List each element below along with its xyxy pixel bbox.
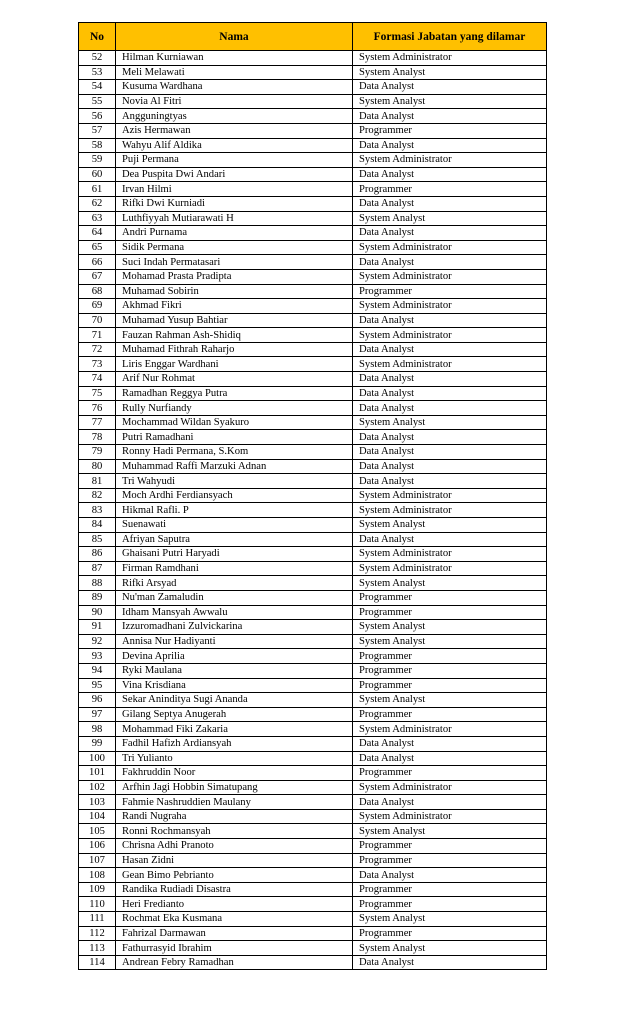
position-applied: System Analyst xyxy=(353,415,547,430)
row-number: 106 xyxy=(79,839,116,854)
position-applied: Programmer xyxy=(353,182,547,197)
table-row xyxy=(79,401,547,416)
table-row xyxy=(79,590,547,605)
position-applied: System Analyst xyxy=(353,65,547,80)
row-number: 74 xyxy=(79,372,116,387)
applicant-name: Irvan Hilmi xyxy=(116,182,353,197)
table-row xyxy=(79,576,547,591)
position-applied: System Administrator xyxy=(353,240,547,255)
table-row xyxy=(79,167,547,182)
applicant-name: Fakhruddin Noor xyxy=(116,766,353,781)
position-applied: Data Analyst xyxy=(353,401,547,416)
position-applied: Data Analyst xyxy=(353,80,547,95)
position-applied: Programmer xyxy=(353,853,547,868)
row-number: 59 xyxy=(79,153,116,168)
row-number: 104 xyxy=(79,809,116,824)
row-number: 112 xyxy=(79,926,116,941)
table-row xyxy=(79,299,547,314)
table-row xyxy=(79,240,547,255)
table-row xyxy=(79,649,547,664)
row-number: 88 xyxy=(79,576,116,591)
position-applied: Data Analyst xyxy=(353,342,547,357)
applicant-name: Tri Wahyudi xyxy=(116,474,353,489)
applicant-name: Firman Ramdhani xyxy=(116,561,353,576)
position-applied: Data Analyst xyxy=(353,430,547,445)
table-row xyxy=(79,795,547,810)
row-number: 52 xyxy=(79,51,116,66)
row-number: 87 xyxy=(79,561,116,576)
position-applied: Programmer xyxy=(353,123,547,138)
header-cell-formasi: Formasi Jabatan yang dilamar xyxy=(353,23,547,51)
applicant-name: Putri Ramadhani xyxy=(116,430,353,445)
row-number: 73 xyxy=(79,357,116,372)
applicant-name: Ryki Maulana xyxy=(116,663,353,678)
position-applied: System Analyst xyxy=(353,576,547,591)
position-applied: Programmer xyxy=(353,678,547,693)
table-row xyxy=(79,196,547,211)
table-row xyxy=(79,284,547,299)
position-applied: System Analyst xyxy=(353,620,547,635)
row-number: 96 xyxy=(79,693,116,708)
applicant-name: Tri Yulianto xyxy=(116,751,353,766)
table-row xyxy=(79,809,547,824)
applicant-name: Rifki Dwi Kurniadi xyxy=(116,196,353,211)
position-applied: Data Analyst xyxy=(353,167,547,182)
applicant-name: Sidik Permana xyxy=(116,240,353,255)
applicant-name: Fahrizal Darmawan xyxy=(116,926,353,941)
applicant-name: Ghaisani Putri Haryadi xyxy=(116,547,353,562)
applicant-name: Moch Ardhi Ferdiansyach xyxy=(116,488,353,503)
table-row xyxy=(79,897,547,912)
position-applied: Data Analyst xyxy=(353,474,547,489)
position-applied: System Administrator xyxy=(353,780,547,795)
table-row xyxy=(79,123,547,138)
applicant-name: Hikmal Rafli. P xyxy=(116,503,353,518)
position-applied: Data Analyst xyxy=(353,226,547,241)
row-number: 100 xyxy=(79,751,116,766)
table-row xyxy=(79,488,547,503)
table-row xyxy=(79,80,547,95)
table-row xyxy=(79,65,547,80)
table-row xyxy=(79,605,547,620)
position-applied: Data Analyst xyxy=(353,795,547,810)
table-row xyxy=(79,313,547,328)
table-row xyxy=(79,547,547,562)
row-number: 81 xyxy=(79,474,116,489)
applicant-name: Hasan Zidni xyxy=(116,853,353,868)
position-applied: Programmer xyxy=(353,897,547,912)
table-row xyxy=(79,357,547,372)
position-applied: Data Analyst xyxy=(353,255,547,270)
table-row xyxy=(79,868,547,883)
applicant-name: Muhamad Sobirin xyxy=(116,284,353,299)
row-number: 80 xyxy=(79,459,116,474)
position-applied: Data Analyst xyxy=(353,372,547,387)
row-number: 84 xyxy=(79,518,116,533)
position-applied: System Administrator xyxy=(353,503,547,518)
applicant-name: Suenawati xyxy=(116,518,353,533)
applicant-name: Muhamad Yusup Bahtiar xyxy=(116,313,353,328)
applicant-name: Annisa Nur Hadiyanti xyxy=(116,634,353,649)
table-row xyxy=(79,912,547,927)
row-number: 79 xyxy=(79,445,116,460)
position-applied: System Administrator xyxy=(353,488,547,503)
table-row xyxy=(79,415,547,430)
row-number: 97 xyxy=(79,707,116,722)
row-number: 99 xyxy=(79,736,116,751)
applicant-name: Izzuromadhani Zulvickarina xyxy=(116,620,353,635)
applicant-name: Rochmat Eka Kusmana xyxy=(116,912,353,927)
table-row xyxy=(79,255,547,270)
position-applied: Data Analyst xyxy=(353,196,547,211)
table-row xyxy=(79,459,547,474)
position-applied: System Analyst xyxy=(353,518,547,533)
table-body xyxy=(79,51,547,970)
position-applied: Programmer xyxy=(353,649,547,664)
row-number: 89 xyxy=(79,590,116,605)
position-applied: Data Analyst xyxy=(353,313,547,328)
table-row xyxy=(79,663,547,678)
row-number: 62 xyxy=(79,196,116,211)
row-number: 102 xyxy=(79,780,116,795)
row-number: 90 xyxy=(79,605,116,620)
row-number: 83 xyxy=(79,503,116,518)
table-row xyxy=(79,722,547,737)
row-number: 77 xyxy=(79,415,116,430)
applicant-name: Arif Nur Rohmat xyxy=(116,372,353,387)
table-row xyxy=(79,518,547,533)
applicant-name: Fahmie Nashruddien Maulany xyxy=(116,795,353,810)
table-row xyxy=(79,94,547,109)
applicant-name: Rifki Arsyad xyxy=(116,576,353,591)
table-row xyxy=(79,736,547,751)
table-row xyxy=(79,634,547,649)
row-number: 72 xyxy=(79,342,116,357)
table-header xyxy=(79,23,547,51)
position-applied: Data Analyst xyxy=(353,751,547,766)
table-row xyxy=(79,693,547,708)
position-applied: System Administrator xyxy=(353,561,547,576)
applicant-name: Meli Melawati xyxy=(116,65,353,80)
row-number: 78 xyxy=(79,430,116,445)
row-number: 105 xyxy=(79,824,116,839)
position-applied: Data Analyst xyxy=(353,459,547,474)
applicant-name: Ronny Hadi Permana, S.Kom xyxy=(116,445,353,460)
table-row xyxy=(79,678,547,693)
position-applied: Programmer xyxy=(353,766,547,781)
applicant-name: Randika Rudiadi Disastra xyxy=(116,882,353,897)
applicant-name: Puji Permana xyxy=(116,153,353,168)
table-row xyxy=(79,138,547,153)
applicant-name: Ronni Rochmansyah xyxy=(116,824,353,839)
position-applied: System Analyst xyxy=(353,912,547,927)
applicant-name: Idham Mansyah Awwalu xyxy=(116,605,353,620)
row-number: 98 xyxy=(79,722,116,737)
row-number: 109 xyxy=(79,882,116,897)
table-row xyxy=(79,707,547,722)
row-number: 93 xyxy=(79,649,116,664)
applicant-name: Sekar Aninditya Sugi Ananda xyxy=(116,693,353,708)
applicant-name: Vina Krisdiana xyxy=(116,678,353,693)
applicant-name: Mohammad Fiki Zakaria xyxy=(116,722,353,737)
table-row xyxy=(79,882,547,897)
applicant-name: Luthfiyyah Mutiarawati H xyxy=(116,211,353,226)
row-number: 86 xyxy=(79,547,116,562)
applicant-name: Andri Purnama xyxy=(116,226,353,241)
applicant-name: Mochammad Wildan Syakuro xyxy=(116,415,353,430)
row-number: 92 xyxy=(79,634,116,649)
row-number: 111 xyxy=(79,912,116,927)
position-applied: System Administrator xyxy=(353,299,547,314)
row-number: 61 xyxy=(79,182,116,197)
table-row xyxy=(79,751,547,766)
applicant-name: Angguningtyas xyxy=(116,109,353,124)
row-number: 110 xyxy=(79,897,116,912)
table-row xyxy=(79,269,547,284)
applicant-name: Gilang Septya Anugerah xyxy=(116,707,353,722)
applicant-name: Heri Fredianto xyxy=(116,897,353,912)
position-applied: Programmer xyxy=(353,707,547,722)
position-applied: System Analyst xyxy=(353,634,547,649)
row-number: 70 xyxy=(79,313,116,328)
row-number: 54 xyxy=(79,80,116,95)
row-number: 76 xyxy=(79,401,116,416)
row-number: 95 xyxy=(79,678,116,693)
table-row xyxy=(79,109,547,124)
table-row xyxy=(79,926,547,941)
table-row xyxy=(79,941,547,956)
row-number: 64 xyxy=(79,226,116,241)
row-number: 68 xyxy=(79,284,116,299)
applicant-name: Azis Hermawan xyxy=(116,123,353,138)
position-applied: Data Analyst xyxy=(353,109,547,124)
position-applied: System Analyst xyxy=(353,211,547,226)
table-row xyxy=(79,372,547,387)
table-row xyxy=(79,620,547,635)
row-number: 91 xyxy=(79,620,116,635)
position-applied: Programmer xyxy=(353,284,547,299)
applicant-name: Fathurrasyid Ibrahim xyxy=(116,941,353,956)
table-header-row xyxy=(79,23,547,51)
applicant-name: Chrisna Adhi Pranoto xyxy=(116,839,353,854)
row-number: 103 xyxy=(79,795,116,810)
table-row xyxy=(79,474,547,489)
position-applied: System Administrator xyxy=(353,809,547,824)
position-applied: Data Analyst xyxy=(353,532,547,547)
applicant-name: Andrean Febry Ramadhan xyxy=(116,955,353,970)
table-row xyxy=(79,955,547,970)
table-row xyxy=(79,503,547,518)
applicant-name: Kusuma Wardhana xyxy=(116,80,353,95)
position-applied: System Administrator xyxy=(353,547,547,562)
position-applied: System Administrator xyxy=(353,328,547,343)
table-row xyxy=(79,532,547,547)
row-number: 63 xyxy=(79,211,116,226)
row-number: 108 xyxy=(79,868,116,883)
row-number: 101 xyxy=(79,766,116,781)
table-row xyxy=(79,226,547,241)
position-applied: Data Analyst xyxy=(353,138,547,153)
applicant-roster-table xyxy=(78,22,547,970)
applicant-name: Randi Nugraha xyxy=(116,809,353,824)
applicant-name: Fadhil Hafizh Ardiansyah xyxy=(116,736,353,751)
row-number: 55 xyxy=(79,94,116,109)
applicant-name: Devina Aprilia xyxy=(116,649,353,664)
applicant-name: Ramadhan Reggya Putra xyxy=(116,386,353,401)
row-number: 56 xyxy=(79,109,116,124)
row-number: 85 xyxy=(79,532,116,547)
position-applied: System Analyst xyxy=(353,693,547,708)
position-applied: Data Analyst xyxy=(353,386,547,401)
applicant-name: Dea Puspita Dwi Andari xyxy=(116,167,353,182)
table-row xyxy=(79,342,547,357)
position-applied: Data Analyst xyxy=(353,955,547,970)
table-row xyxy=(79,430,547,445)
position-applied: System Analyst xyxy=(353,824,547,839)
header-cell-nama: Nama xyxy=(116,23,353,51)
table-row xyxy=(79,386,547,401)
position-applied: Data Analyst xyxy=(353,868,547,883)
position-applied: Programmer xyxy=(353,882,547,897)
row-number: 114 xyxy=(79,955,116,970)
row-number: 69 xyxy=(79,299,116,314)
position-applied: Programmer xyxy=(353,605,547,620)
table-row xyxy=(79,766,547,781)
applicant-name: Liris Enggar Wardhani xyxy=(116,357,353,372)
table-row xyxy=(79,561,547,576)
row-number: 57 xyxy=(79,123,116,138)
position-applied: Data Analyst xyxy=(353,736,547,751)
applicant-name: Muhamad Fithrah Raharjo xyxy=(116,342,353,357)
table-row xyxy=(79,780,547,795)
applicant-name: Wahyu Alif Aldika xyxy=(116,138,353,153)
table-row xyxy=(79,328,547,343)
row-number: 67 xyxy=(79,269,116,284)
position-applied: System Analyst xyxy=(353,94,547,109)
position-applied: Programmer xyxy=(353,590,547,605)
applicant-name: Fauzan Rahman Ash-Shidiq xyxy=(116,328,353,343)
position-applied: System Analyst xyxy=(353,941,547,956)
applicant-name: Akhmad Fikri xyxy=(116,299,353,314)
row-number: 58 xyxy=(79,138,116,153)
applicant-name: Hilman Kurniawan xyxy=(116,51,353,66)
applicant-name: Muhammad Raffi Marzuki Adnan xyxy=(116,459,353,474)
row-number: 53 xyxy=(79,65,116,80)
table-row xyxy=(79,839,547,854)
position-applied: Programmer xyxy=(353,663,547,678)
applicant-name: Mohamad Prasta Pradipta xyxy=(116,269,353,284)
table-row xyxy=(79,153,547,168)
table-row xyxy=(79,211,547,226)
applicant-name: Nu'man Zamaludin xyxy=(116,590,353,605)
row-number: 65 xyxy=(79,240,116,255)
row-number: 75 xyxy=(79,386,116,401)
row-number: 113 xyxy=(79,941,116,956)
header-cell-no: No xyxy=(79,23,116,51)
row-number: 82 xyxy=(79,488,116,503)
applicant-name: Gean Bimo Pebrianto xyxy=(116,868,353,883)
applicant-name: Rully Nurfiandy xyxy=(116,401,353,416)
applicant-name: Afriyan Saputra xyxy=(116,532,353,547)
applicant-name: Novia Al Fitri xyxy=(116,94,353,109)
row-number: 60 xyxy=(79,167,116,182)
position-applied: System Administrator xyxy=(353,153,547,168)
applicant-name: Arfhin Jagi Hobbin Simatupang xyxy=(116,780,353,795)
row-number: 66 xyxy=(79,255,116,270)
position-applied: System Administrator xyxy=(353,722,547,737)
table-row xyxy=(79,182,547,197)
position-applied: Data Analyst xyxy=(353,445,547,460)
table-row xyxy=(79,51,547,66)
table-row xyxy=(79,853,547,868)
row-number: 94 xyxy=(79,663,116,678)
position-applied: Programmer xyxy=(353,839,547,854)
table-row xyxy=(79,445,547,460)
position-applied: System Administrator xyxy=(353,51,547,66)
applicant-name: Suci Indah Permatasari xyxy=(116,255,353,270)
position-applied: System Administrator xyxy=(353,269,547,284)
position-applied: System Administrator xyxy=(353,357,547,372)
row-number: 107 xyxy=(79,853,116,868)
table-row xyxy=(79,824,547,839)
position-applied: Programmer xyxy=(353,926,547,941)
row-number: 71 xyxy=(79,328,116,343)
